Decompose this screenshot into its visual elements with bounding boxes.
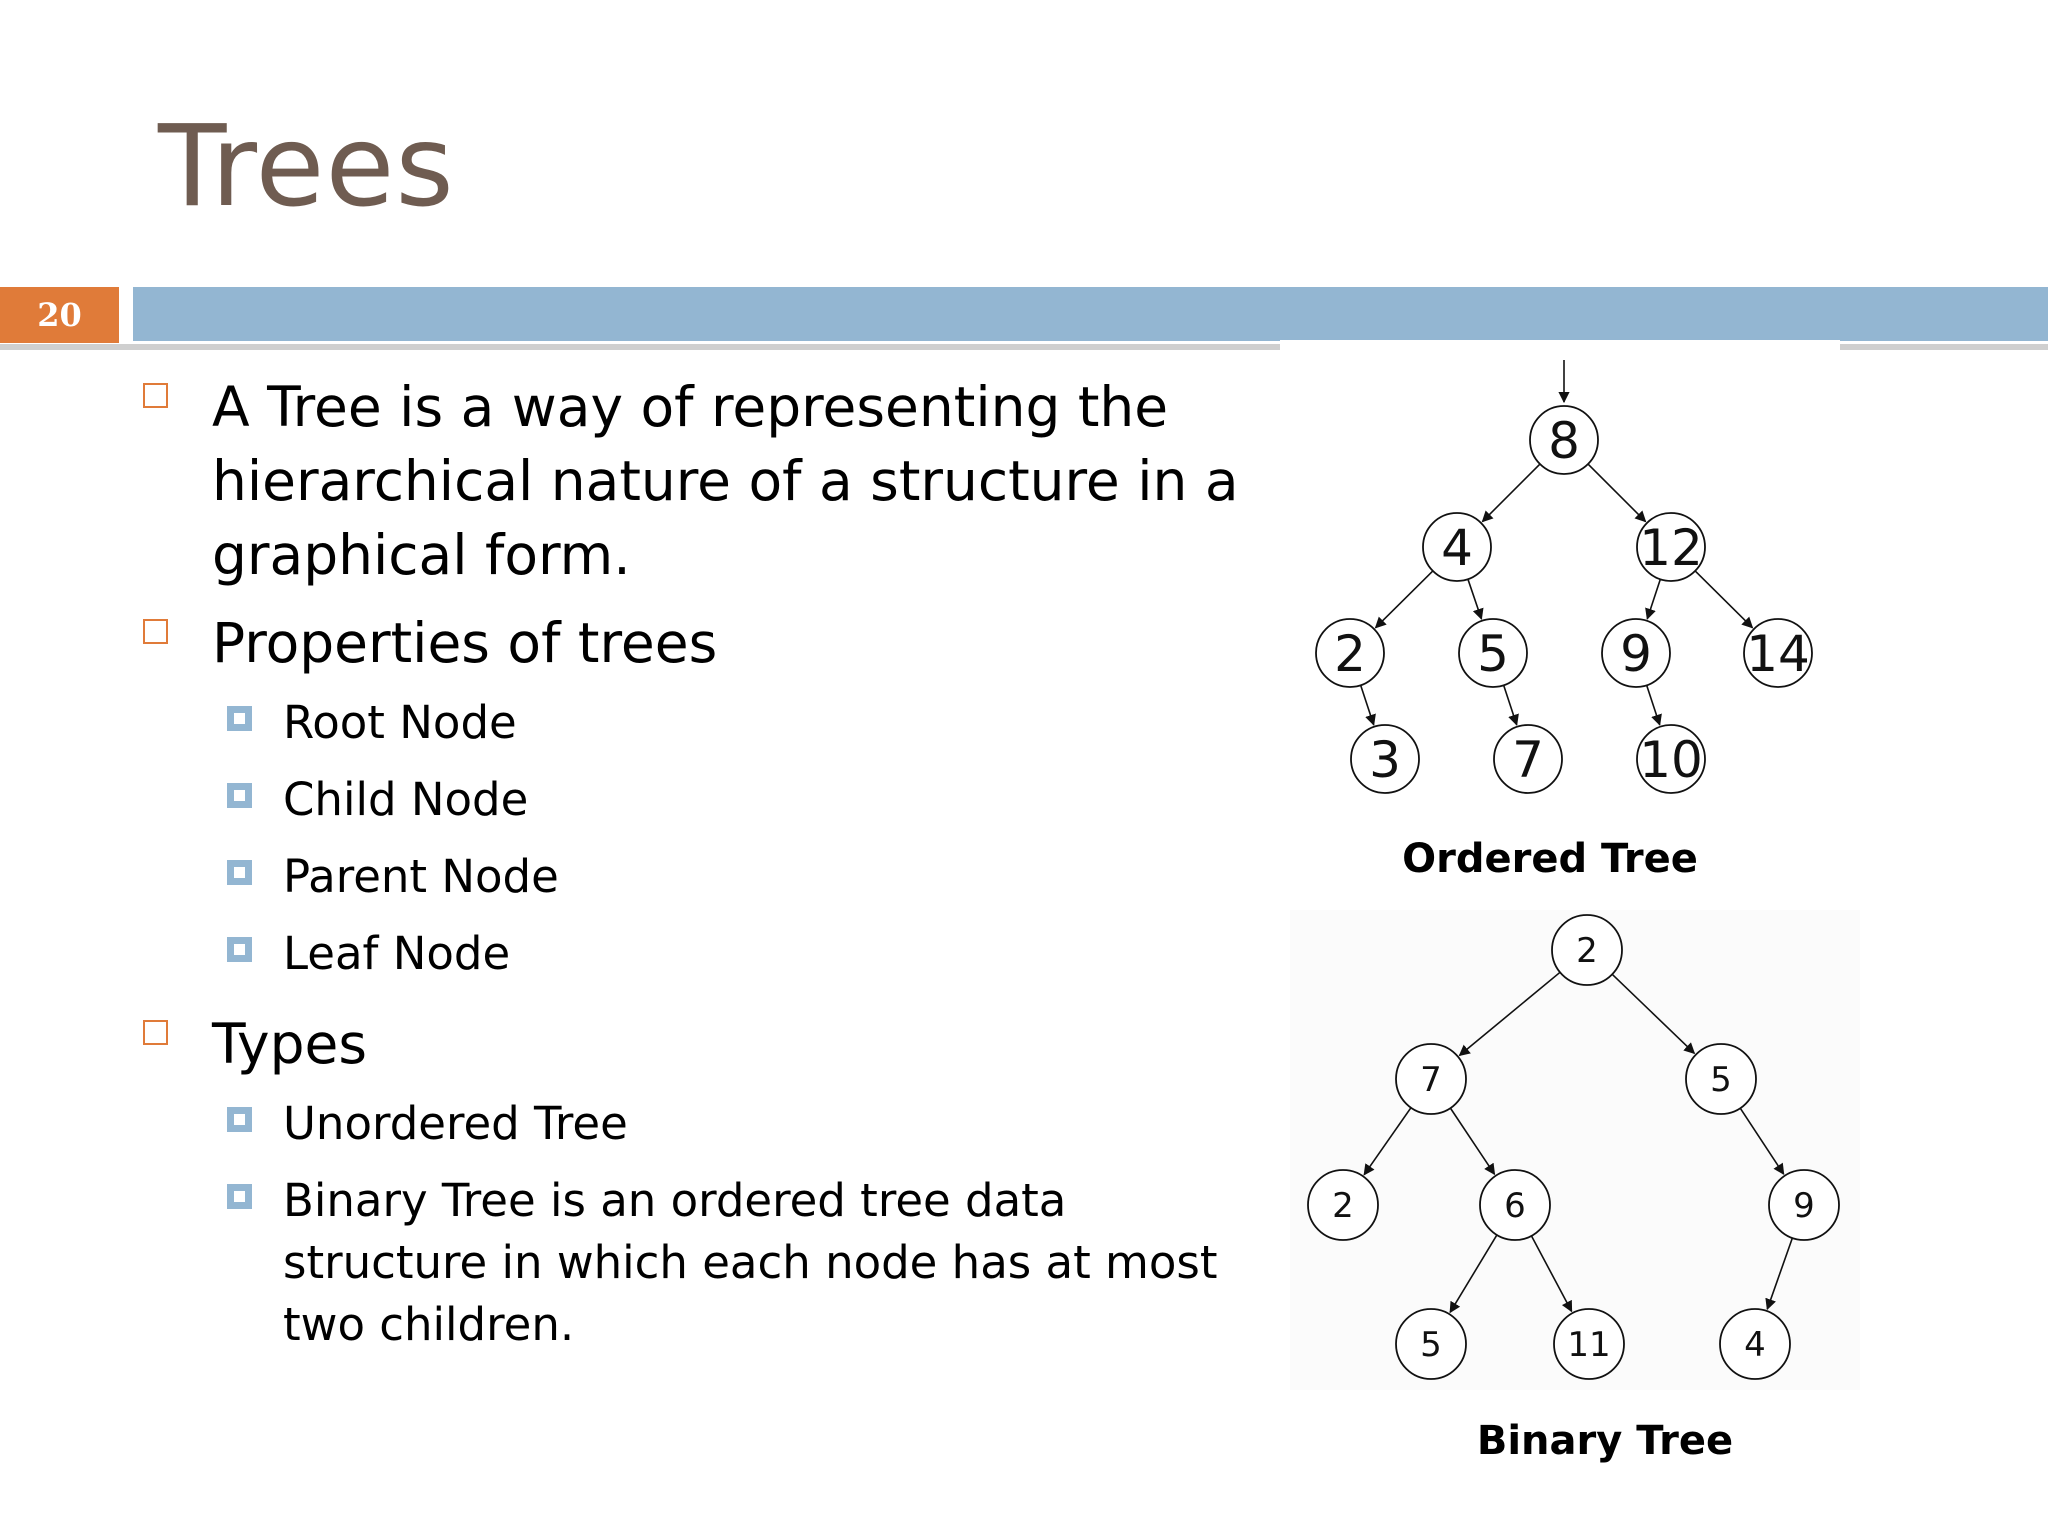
sub-bullet-unordered-tree <box>140 1093 1260 1155</box>
tree-node-label: 7 <box>1420 1060 1442 1101</box>
square-bullet-icon <box>227 1107 252 1132</box>
tree-node <box>1552 915 1622 985</box>
tree-node <box>1637 725 1705 793</box>
tree-node <box>1308 1170 1378 1240</box>
tree-node <box>1423 513 1491 581</box>
sub-bullet-leaf-node <box>140 923 1260 985</box>
square-bullet-icon <box>227 860 252 885</box>
tree-node <box>1396 1044 1466 1114</box>
binary-tree-caption: Binary Tree <box>1476 1418 1734 1464</box>
tree-node <box>1459 619 1527 687</box>
hollow-square-bullet-icon <box>143 383 168 408</box>
tree-node-label: 12 <box>1639 519 1703 577</box>
bullet-text: A Tree is a way of representing the hierarchical nature of a structure in a graphical form. <box>212 375 1239 587</box>
tree-node <box>1494 725 1562 793</box>
sub-bullet-root-node <box>140 692 1260 754</box>
sub-bullet-child-node <box>140 769 1260 831</box>
tree-node <box>1769 1170 1839 1240</box>
tree-node-label: 2 <box>1332 1186 1354 1227</box>
tree-node-label: 3 <box>1369 731 1401 789</box>
tree-node-label: 7 <box>1512 731 1544 789</box>
square-bullet-icon <box>227 706 252 731</box>
tree-node-label: 9 <box>1793 1186 1815 1227</box>
tree-node-label: 5 <box>1477 625 1509 683</box>
tree-node-label: 5 <box>1420 1325 1442 1366</box>
slide-title: Trees <box>158 102 455 232</box>
binary-tree-diagram <box>1290 910 1860 1390</box>
sub-bullet-text: Unordered Tree <box>283 1097 628 1150</box>
hollow-square-bullet-icon <box>143 1020 168 1045</box>
sub-bullet-text: Child Node <box>283 773 529 826</box>
tree-node-label: 2 <box>1334 625 1366 683</box>
sub-bullet-text: Binary Tree is an ordered tree data structure in which each node has at most two children. <box>283 1174 1218 1351</box>
slide-content <box>140 370 1260 1371</box>
sub-bullet-text: Parent Node <box>283 850 559 903</box>
tree-node-label: 11 <box>1567 1325 1611 1366</box>
tree-node-label: 5 <box>1710 1060 1732 1101</box>
title-bar <box>133 287 2048 341</box>
bullet-definition <box>140 370 1260 592</box>
tree-node-label: 10 <box>1639 731 1703 789</box>
slide-number: 20 <box>0 287 119 343</box>
tree-node <box>1602 619 1670 687</box>
tree-node-label: 14 <box>1746 625 1810 683</box>
tree-node-label: 6 <box>1504 1186 1526 1227</box>
tree-node-label: 4 <box>1441 519 1473 577</box>
sub-bullet-parent-node <box>140 846 1260 908</box>
tree-node-label: 9 <box>1620 625 1652 683</box>
tree-node <box>1554 1309 1624 1379</box>
sub-bullet-text: Root Node <box>283 696 517 749</box>
tree-node <box>1720 1309 1790 1379</box>
tree-node <box>1744 619 1812 687</box>
bullet-types <box>140 1007 1260 1081</box>
tree-node <box>1316 619 1384 687</box>
tree-node <box>1637 513 1705 581</box>
ordered-tree-caption: Ordered Tree <box>1402 836 1698 882</box>
square-bullet-icon <box>227 937 252 962</box>
ordered-tree-diagram <box>1280 340 1840 810</box>
tree-node <box>1480 1170 1550 1240</box>
sub-bullet-text: Leaf Node <box>283 927 511 980</box>
bullet-text: Types <box>212 1012 367 1076</box>
tree-node <box>1351 725 1419 793</box>
square-bullet-icon <box>227 1184 252 1209</box>
tree-node-label: 8 <box>1548 412 1580 470</box>
sub-bullet-binary-tree <box>140 1170 1260 1356</box>
tree-node-label: 2 <box>1576 931 1598 972</box>
bullet-properties <box>140 606 1260 680</box>
tree-node-label: 4 <box>1744 1325 1766 1366</box>
bullet-text: Properties of trees <box>212 611 718 675</box>
tree-node <box>1530 406 1598 474</box>
tree-node <box>1396 1309 1466 1379</box>
square-bullet-icon <box>227 783 252 808</box>
tree-node <box>1686 1044 1756 1114</box>
hollow-square-bullet-icon <box>143 619 168 644</box>
